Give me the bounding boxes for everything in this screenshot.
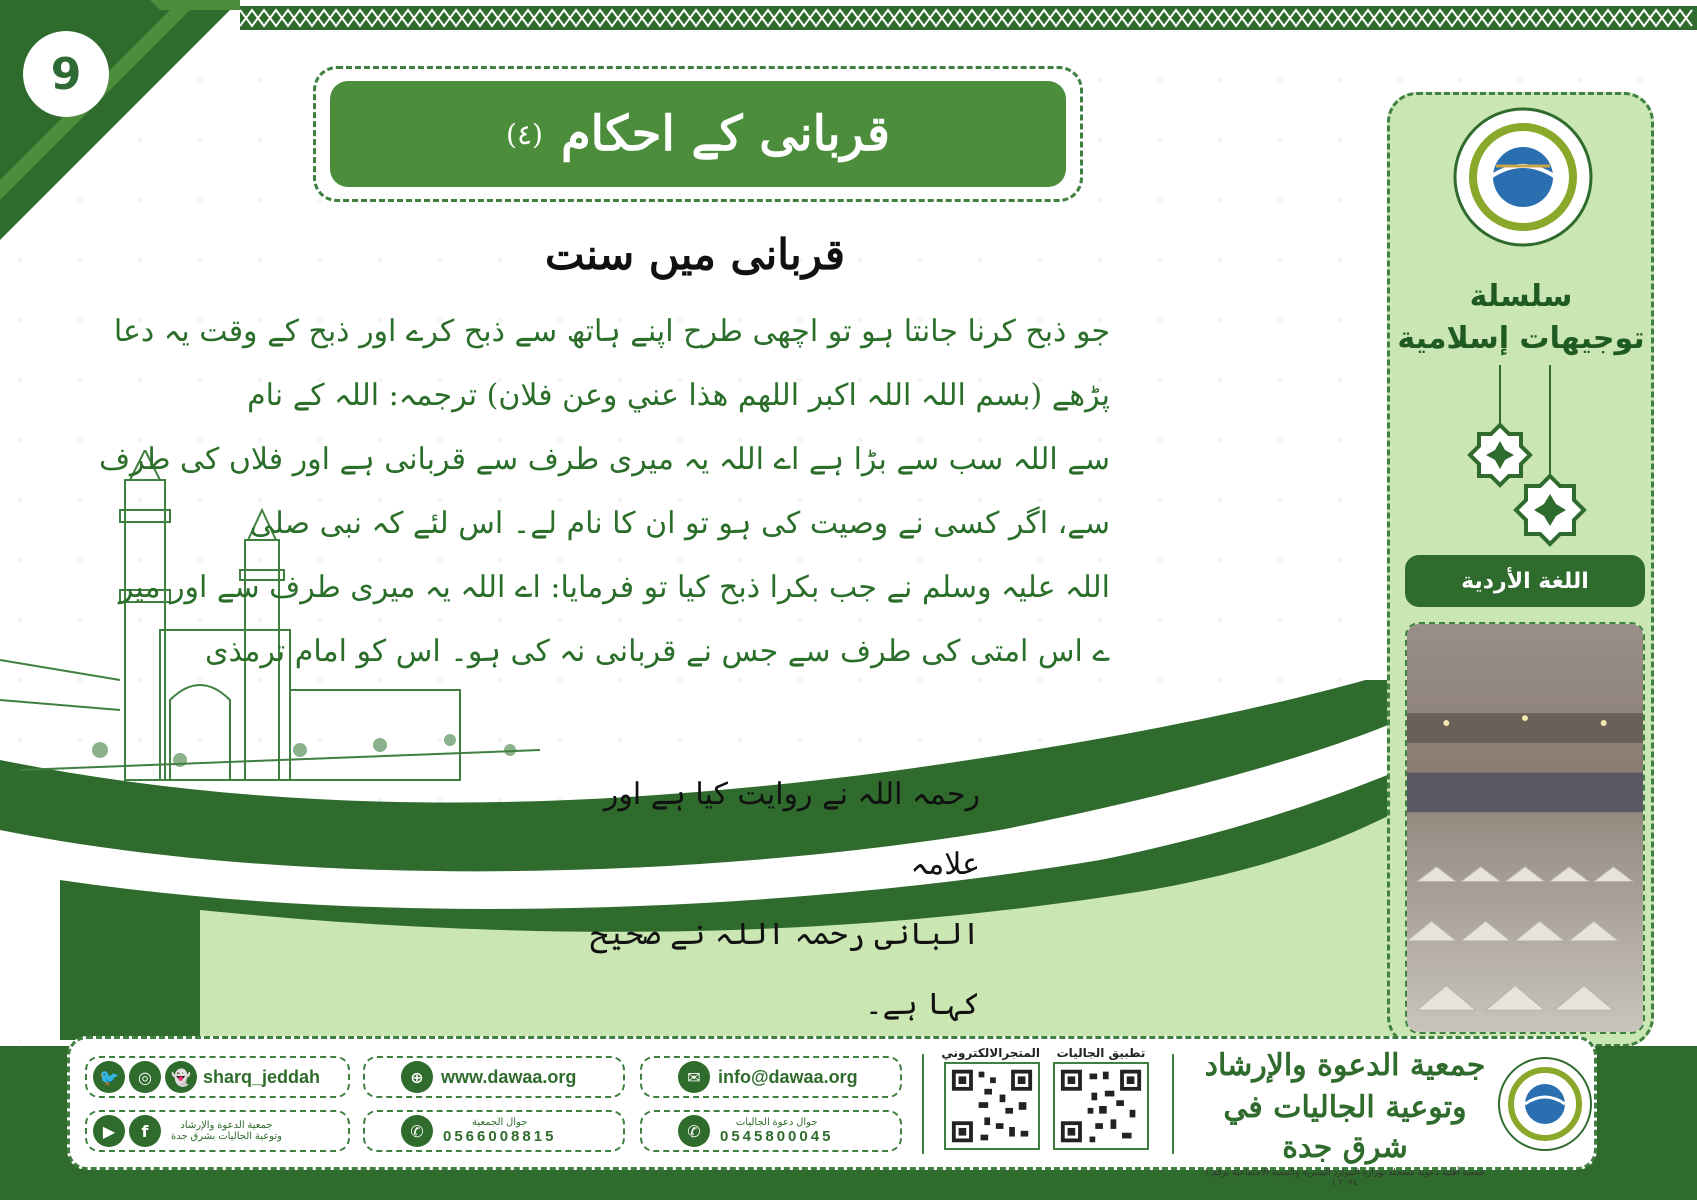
body-line: جو ذبح کرنا جانتا ہو تو اچھی طرح اپنے ہاتھ سے ذبح کرے اور ذبح کے وقت یہ دعا <box>113 314 1110 349</box>
website-pill[interactable] <box>363 1056 625 1098</box>
body-line: ے اس امتی کی طرف سے جس نے قربانی نہ کی ہو۔ اس کو امام ترمذی <box>205 634 1110 669</box>
app-qr-code[interactable] <box>1053 1062 1149 1150</box>
communities-phone-label: جوال دعوة الجاليات <box>735 1117 818 1128</box>
top-decorative-strip <box>240 0 1697 38</box>
org-name-line2: وتوعية الجاليات في شرق جدة <box>1223 1090 1467 1165</box>
communities-phone-number[interactable]: 0545800045 <box>720 1128 834 1145</box>
page-title: قربانی کے احکام <box>560 106 890 162</box>
language-label: اللغة الأردية <box>1405 555 1645 607</box>
footer-divider <box>922 1054 924 1154</box>
series-title-line1: سلسلة <box>1469 279 1573 314</box>
social-handle-pill[interactable] <box>85 1056 350 1098</box>
website-link[interactable]: www.dawaa.org <box>441 1066 577 1087</box>
body-line: سے اللہ سب سے بڑا ہے اے اللہ یہ میری طرف سے قربانی ہے اور فلاں کی طرف <box>98 442 1110 477</box>
store-qr-label: المتجرالالكتروني <box>941 1046 1040 1060</box>
assoc-phone-number[interactable]: 0566008815 <box>443 1128 557 1145</box>
footer-divider <box>1172 1054 1174 1154</box>
twitter-icon[interactable]: 🐦 <box>93 1061 125 1093</box>
org-short-line2: وتوعية الجاليات بشرق جدة <box>171 1131 282 1142</box>
organization-seal-icon <box>1452 106 1594 248</box>
body-line: سے، اگر کسی نے وصیت کی ہو تو ان کا نام لے۔ اس لئے کہ نبی صلی <box>249 506 1110 541</box>
page-number: 9 <box>23 31 109 117</box>
instagram-icon[interactable]: ◎ <box>129 1061 161 1093</box>
title-part-number: (٤) <box>506 117 543 151</box>
corner-decoration <box>0 0 240 240</box>
email-link[interactable]: info@dawaa.org <box>718 1066 858 1087</box>
section-subtitle: قربانی میں سنت <box>545 230 845 279</box>
store-qr-code[interactable] <box>944 1062 1040 1150</box>
youtube-icon[interactable]: ▶ <box>93 1115 125 1147</box>
title-banner <box>313 66 1083 202</box>
body-text <box>98 300 1110 684</box>
email-pill[interactable] <box>640 1056 902 1098</box>
reference-line: رحمہ اللہ نے روایت کیا ہے اور علامہ <box>603 777 980 882</box>
zigzag-pattern <box>240 6 1697 30</box>
email-icon: ✉ <box>678 1061 710 1093</box>
title-bar <box>330 81 1066 187</box>
globe-icon: ⊕ <box>401 1061 433 1093</box>
app-qr-block[interactable] <box>1053 1046 1149 1150</box>
assoc-phone-label: جوال الجمعية <box>472 1117 528 1128</box>
snapchat-icon[interactable]: 👻 <box>165 1061 197 1093</box>
communities-phone-pill[interactable] <box>640 1110 902 1152</box>
app-qr-label: تطبيق الجاليات <box>1056 1046 1146 1060</box>
facebook-icon[interactable]: f <box>129 1115 161 1147</box>
body-line: پڑھے (بسم اللہ اللہ اکبر اللھم ھذا عني وعن فلان) ترجمہ: اللہ کے نام <box>247 378 1110 413</box>
assoc-phone-pill[interactable] <box>363 1110 625 1152</box>
org-short-line1: جمعية الدعوة والإرشاد <box>180 1120 273 1131</box>
reference-line: البانی رحمہ اللہ نے صحیح کہا ہے۔ <box>590 917 980 1022</box>
hanging-ornaments <box>1460 365 1590 550</box>
org-registration: جمعية أهلية دعوية مسجلة بوزارة الموارد البشرية والتنمية الاجتماعية برقم ( ٢٠٧٤ ) <box>1205 1168 1485 1188</box>
org-short-pill <box>85 1110 350 1152</box>
series-title-line2: توجيهات إسلامية <box>1397 321 1645 356</box>
org-short-name <box>171 1120 282 1142</box>
phone-icon: ✆ <box>678 1115 710 1147</box>
organization-seal-icon <box>1495 1052 1595 1156</box>
org-name-line1: جمعية الدعوة والإرشاد <box>1204 1048 1486 1083</box>
organization-name <box>1200 1044 1490 1188</box>
phone-icon: ✆ <box>401 1115 433 1147</box>
mina-tents-photo <box>1405 622 1645 1034</box>
body-line: اللہ علیہ وسلم نے جب بکرا ذبح کیا تو فرمایا: اے اللہ یہ میری طرف سے اور میر <box>118 570 1110 605</box>
social-handle: sharq_jeddah <box>203 1066 321 1087</box>
reference-text <box>590 760 980 1040</box>
store-qr-block[interactable] <box>941 1046 1040 1150</box>
series-title <box>1395 276 1647 360</box>
